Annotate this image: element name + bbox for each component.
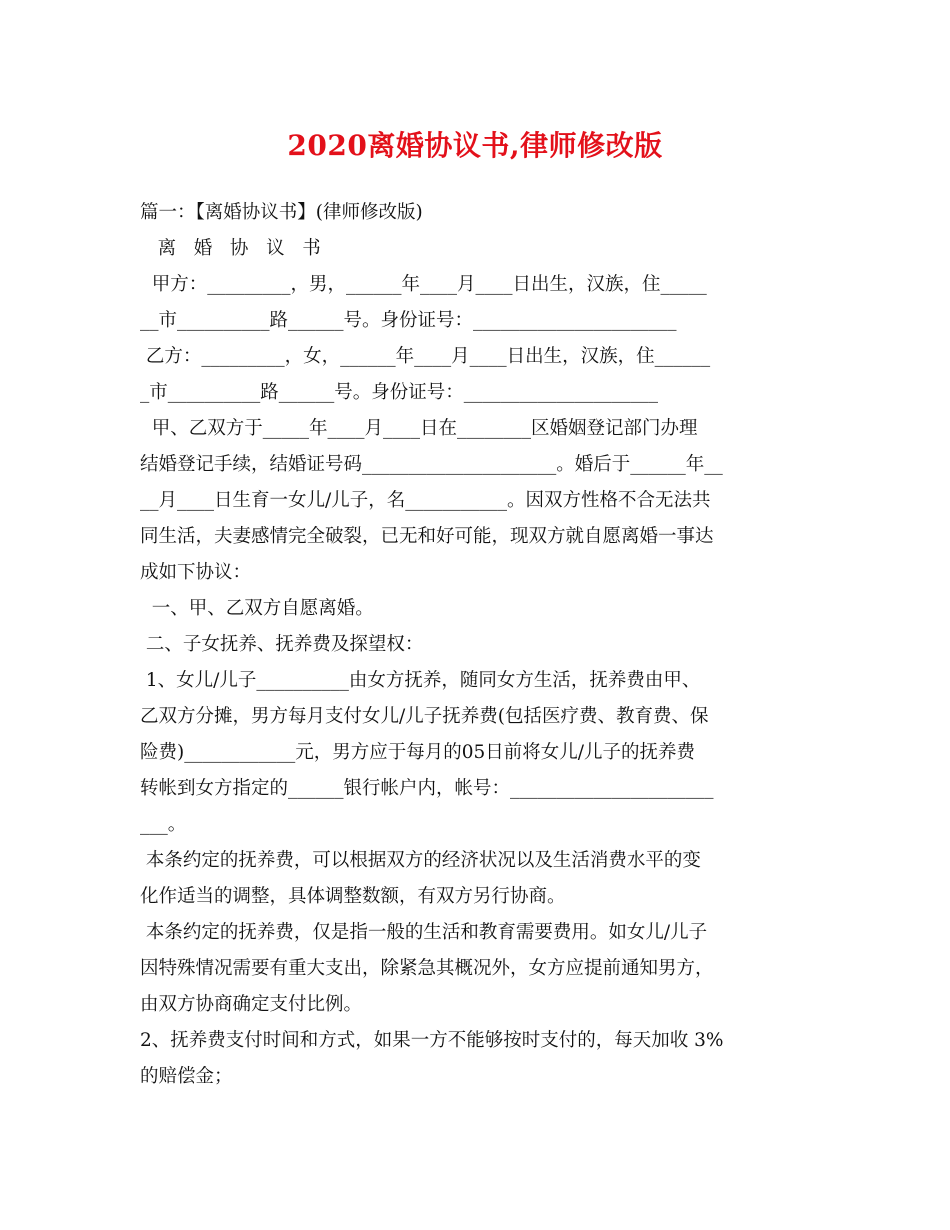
body-line: 2、抚养费支付时间和方式，如果一方不能够按时支付的，每天加收 3% [140,1030,724,1051]
body-line: 二、子女抚养、抚养费及探望权： [140,634,424,655]
body-line: 同生活，夫妻感情完全破裂，已无和好可能，现双方就自愿离婚一事达 [140,526,714,547]
body-line: 篇一：【离婚协议书】(律师修改版) [140,202,423,223]
body-line: 本条约定的抚养费，可以根据双方的经济状况以及生活消费水平的变 [140,850,701,871]
body-line: 转帐到女方指定的______银行帐户内，帐号：______________________ [140,778,714,799]
body-line: ___。 [140,814,187,835]
body-line: _市__________路______号。身份证号：_____________________ [140,382,659,403]
body-line: __月____日生育一女儿/儿子，名___________。因双方性格不合无法共 [140,490,711,511]
body-line: 甲方：_________，男，______年____月____日出生，汉族，住_____ [140,274,707,295]
body-line: 因特殊情况需要有重大支出，除紧急其概况外，女方应提前通知男方， [140,958,714,979]
body-line: 本条约定的抚养费，仅是指一般的生活和教育需要费用。如女儿/儿子 [140,922,708,943]
document-title: 2020离婚协议书,律师修改版 [287,129,663,162]
document-body [140,195,820,1095]
body-line: 一、甲、乙双方自愿离婚。 [140,598,374,619]
body-line: 化作适当的调整，具体调整数额，有双方另行协商。 [140,886,566,907]
body-line: 甲、乙双方于_____年____月____日在________区婚姻登记部门办理 [140,418,698,439]
body-line: 成如下协议： [140,562,252,583]
body-line: 的赔偿金； [140,1066,233,1087]
body-line: 结婚登记手续，结婚证号码_____________________。婚后于______年__ [140,454,723,475]
body-line: 1、女儿/儿子__________由女方抚养，随同女方生活，抚养费由甲、 [140,670,701,691]
body-line: __市__________路______号。身份证号：______________________ [140,310,677,331]
body-line: 离 婚 协 议 书 [140,238,321,259]
body-line: 险费)____________元，男方应于每月的05日前将女儿/儿子的抚养费 [140,742,695,763]
body-line: 乙双方分摊，男方每月支付女儿/儿子抚养费(包括医疗费、教育费、保 [140,706,709,727]
body-line: 由双方协商确定支付比例。 [140,994,363,1015]
body-line: 乙方：_________，女，______年____月____日出生，汉族，住______ [140,346,711,367]
